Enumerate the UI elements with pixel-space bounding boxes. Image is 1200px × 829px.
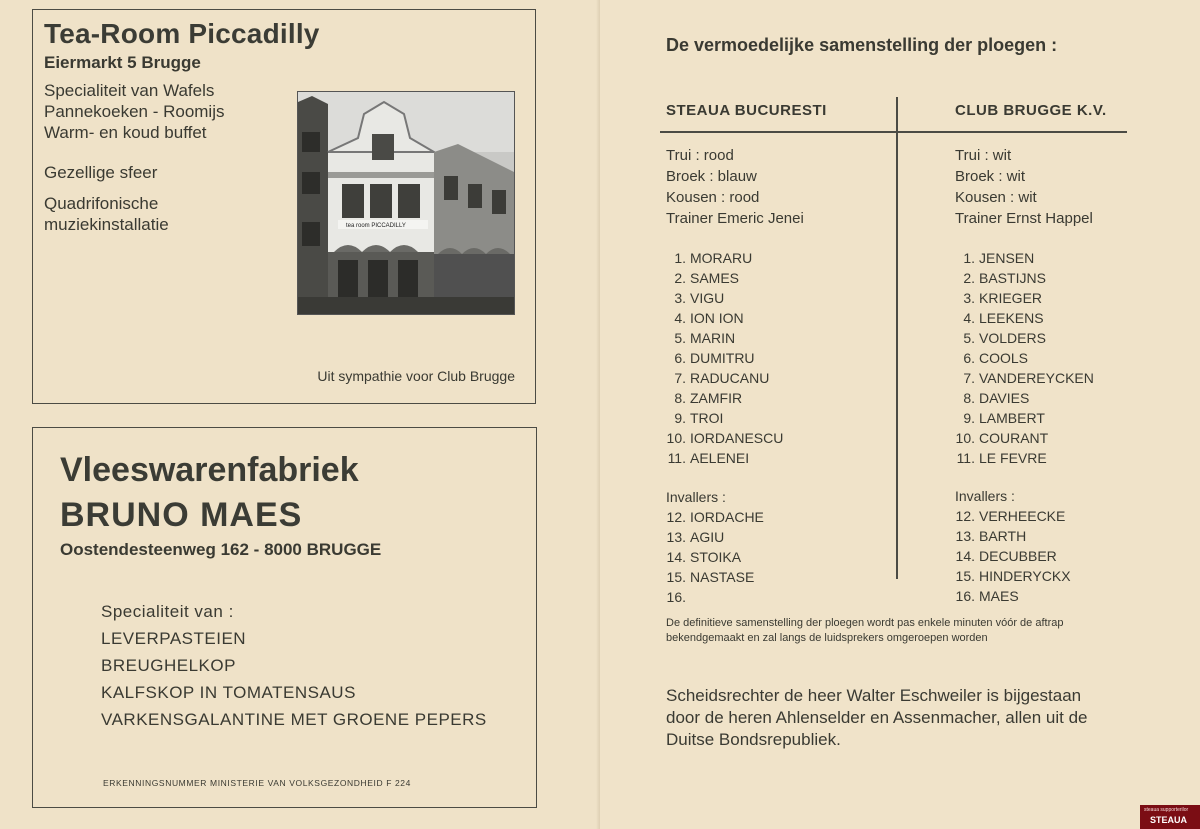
sub-row: 12. VERHEECKE	[955, 508, 1066, 524]
sub-row: 15. NASTASE	[666, 569, 755, 585]
product-line: VARKENSGALANTINE MET GROENE PEPERS	[101, 710, 487, 729]
product-line: KALFSKOP IN TOMATENSAUS	[101, 683, 356, 702]
kit-line: Kousen : rood	[666, 189, 760, 206]
sympathy-line: Uit sympathie voor Club Brugge	[317, 368, 515, 384]
ad-title: Tea-Room Piccadilly	[44, 18, 320, 49]
player-row: 9. TROI	[674, 410, 724, 426]
watermark-badge	[1140, 805, 1200, 829]
player-row: 9. LAMBERT	[963, 410, 1045, 426]
product-line: LEVERPASTEIEN	[101, 629, 247, 648]
header-rule	[660, 131, 1127, 133]
tea-room-photo	[297, 91, 515, 315]
note-line: De definitieve samenstelling der ploegen wordt pas enkele minuten vóór de aftrap	[666, 617, 1064, 629]
roster-steaua	[662, 248, 783, 468]
team-kit-club-brugge	[955, 145, 1093, 229]
specialty-line: Warm- en koud buffet	[44, 123, 207, 142]
player-row: 2. BASTIJNS	[963, 270, 1046, 286]
sub-row: 15. HINDERYCKX	[955, 568, 1071, 584]
watermark-small-text: steaua supporterilor	[1144, 807, 1189, 813]
player-row: 1. MORARU	[674, 250, 753, 266]
roster-club-brugge	[951, 248, 1094, 468]
player-row: 10. COURANT	[955, 430, 1049, 446]
right-page	[600, 0, 1200, 829]
player-row: 10. IORDANESCU	[666, 430, 784, 446]
kit-line: Broek : blauw	[666, 168, 757, 185]
player-row: 8. DAVIES	[963, 390, 1030, 406]
referee-info	[666, 685, 1088, 751]
specialty-label: Specialiteit van :	[101, 602, 234, 621]
kit-line: Trui : rood	[666, 147, 734, 164]
lineup-note	[666, 616, 1063, 646]
team-name-steaua: STEAUA BUCURESTI	[666, 102, 827, 119]
player-row: 4. LEEKENS	[963, 310, 1044, 326]
sub-row: 13. AGIU	[666, 529, 725, 545]
lineup-heading: De vermoedelijke samenstelling der ploegen :	[666, 35, 1058, 55]
player-row: 3. VIGU	[674, 290, 725, 306]
ad-specialties	[44, 80, 224, 143]
player-row: 8. ZAMFIR	[674, 390, 743, 406]
sub-row: 13. BARTH	[955, 528, 1027, 544]
referee-line: Scheidsrechter de heer Walter Eschweiler is bijgestaan	[666, 686, 1082, 705]
kit-line: Trui : wit	[955, 147, 1012, 164]
player-row: 11. LE FEVRE	[956, 450, 1047, 466]
ad-music	[44, 193, 169, 235]
team-kit-steaua	[666, 145, 804, 229]
trainer-line: Trainer Ernst Happel	[955, 210, 1093, 227]
tea-room-ad	[32, 9, 536, 404]
kit-line: Kousen : wit	[955, 189, 1037, 206]
kit-line: Broek : wit	[955, 168, 1026, 185]
column-divider	[896, 97, 898, 579]
watermark-brand: STEAUA	[1150, 815, 1188, 825]
referee-line: door de heren Ahlenselder en Assenmacher, allen uit de	[666, 708, 1088, 727]
subs-label-club-brugge: Invallers :	[955, 488, 1015, 504]
player-row: 1. JENSEN	[963, 250, 1035, 266]
player-row: 6. COOLS	[963, 350, 1029, 366]
player-row: 6. DUMITRU	[674, 350, 755, 366]
building-illustration	[298, 92, 514, 314]
sub-row: 14. DECUBBER	[955, 548, 1057, 564]
ad-products	[101, 598, 487, 733]
butcher-ad	[32, 427, 537, 808]
specialty-line: Specialiteit van Wafels	[44, 81, 215, 100]
sub-row: 12. IORDACHE	[666, 509, 764, 525]
player-row: 11. AELENEI	[667, 450, 750, 466]
player-row: 7. RADUCANU	[674, 370, 770, 386]
ad-company-name: BRUNO MAES	[60, 496, 303, 534]
player-row: 5. MARIN	[674, 330, 736, 346]
specialty-line: Pannekoeken - Roomijs	[44, 102, 225, 121]
sub-row: 16.	[666, 589, 686, 605]
sign-text: tea room PICCADILLY	[346, 223, 406, 229]
ad-address: Eiermarkt 5 Brugge	[44, 53, 201, 72]
team-name-club-brugge: CLUB BRUGGE K.V.	[955, 102, 1107, 119]
player-row: 2. SAMES	[674, 270, 740, 286]
player-row: 5. VOLDERS	[963, 330, 1046, 346]
trainer-line: Trainer Emeric Jenei	[666, 210, 804, 227]
ad-title: Vleeswarenfabriek	[60, 451, 359, 489]
product-line: BREUGHELKOP	[101, 656, 236, 675]
registration-number: ERKENNINGSNUMMER MINISTERIE VAN VOLKSGEZONDHEID F 224	[103, 778, 411, 788]
player-row: 7. VANDEREYCKEN	[963, 370, 1094, 386]
referee-line: Duitse Bondsrepubliek.	[666, 730, 841, 749]
sub-row: 16. MAES	[955, 588, 1019, 604]
subs-club-brugge	[951, 506, 1071, 606]
music-line: Quadrifonische	[44, 194, 159, 213]
note-line: bekendgemaakt en zal langs de luidsprekers omgeroepen worden	[666, 632, 988, 644]
player-row: 4. ION ION	[674, 310, 744, 326]
subs-steaua	[662, 507, 764, 607]
ad-ambience: Gezellige sfeer	[44, 163, 158, 182]
ad-address: Oostendesteenweg 162 - 8000 BRUGGE	[60, 540, 382, 559]
player-row: 3. KRIEGER	[963, 290, 1043, 306]
subs-label-steaua: Invallers :	[666, 489, 726, 505]
sub-row: 14. STOIKA	[666, 549, 742, 565]
music-line: muziekinstallatie	[44, 215, 169, 234]
